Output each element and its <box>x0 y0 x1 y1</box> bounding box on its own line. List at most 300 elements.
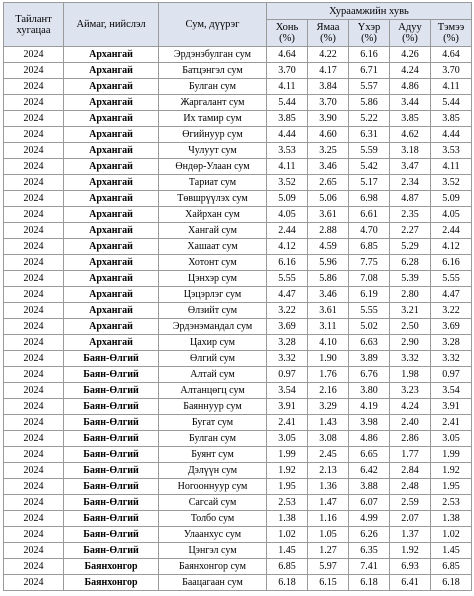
cell-cattle: 5.57 <box>349 79 390 95</box>
cell-horse: 1.98 <box>390 367 431 383</box>
cell-district: Алтанцөгц сум <box>159 383 267 399</box>
cell-horse: 6.93 <box>390 559 431 575</box>
cell-sheep: 4.47 <box>267 287 308 303</box>
cell-goat: 1.47 <box>308 495 349 511</box>
cell-cattle: 6.16 <box>349 47 390 63</box>
header-year: Тайлант хугацаа <box>4 3 64 47</box>
cell-cattle: 6.71 <box>349 63 390 79</box>
cell-province: Баян-Өлгий <box>64 511 159 527</box>
cell-camel: 3.91 <box>431 399 472 415</box>
cell-province: Архангай <box>64 175 159 191</box>
cell-camel: 4.44 <box>431 127 472 143</box>
cell-province: Баянхонгор <box>64 575 159 591</box>
cell-camel: 0.97 <box>431 367 472 383</box>
cell-district: Буянт сум <box>159 447 267 463</box>
cell-district: Цахир сум <box>159 335 267 351</box>
cell-province: Архангай <box>64 127 159 143</box>
cell-sheep: 3.32 <box>267 351 308 367</box>
cell-camel: 3.54 <box>431 383 472 399</box>
cell-year: 2024 <box>4 159 64 175</box>
cell-camel: 3.69 <box>431 319 472 335</box>
cell-year: 2024 <box>4 367 64 383</box>
cell-camel: 1.99 <box>431 447 472 463</box>
cell-cattle: 6.61 <box>349 207 390 223</box>
header-horse: Адуу (%) <box>390 20 431 47</box>
cell-horse: 1.37 <box>390 527 431 543</box>
cell-cattle: 4.70 <box>349 223 390 239</box>
cell-goat: 3.46 <box>308 159 349 175</box>
cell-horse: 2.27 <box>390 223 431 239</box>
cell-horse: 3.23 <box>390 383 431 399</box>
cell-year: 2024 <box>4 239 64 255</box>
cell-cattle: 5.17 <box>349 175 390 191</box>
cell-cattle: 4.86 <box>349 431 390 447</box>
cell-year: 2024 <box>4 399 64 415</box>
cell-horse: 4.24 <box>390 399 431 415</box>
cell-province: Архангай <box>64 191 159 207</box>
cell-year: 2024 <box>4 527 64 543</box>
table-row <box>4 511 472 527</box>
cell-sheep: 3.28 <box>267 335 308 351</box>
cell-district: Ногооннуур сум <box>159 479 267 495</box>
cell-goat: 4.60 <box>308 127 349 143</box>
cell-province: Архангай <box>64 287 159 303</box>
cell-sheep: 3.54 <box>267 383 308 399</box>
cell-province: Архангай <box>64 95 159 111</box>
cell-district: Хангай сум <box>159 223 267 239</box>
cell-district: Цэцэрлэг сум <box>159 287 267 303</box>
cell-goat: 1.90 <box>308 351 349 367</box>
table-row <box>4 271 472 287</box>
cell-horse: 4.87 <box>390 191 431 207</box>
cell-year: 2024 <box>4 127 64 143</box>
table-row <box>4 383 472 399</box>
cell-cattle: 5.55 <box>349 303 390 319</box>
cell-camel: 5.55 <box>431 271 472 287</box>
cell-year: 2024 <box>4 575 64 591</box>
cell-cattle: 6.98 <box>349 191 390 207</box>
cell-year: 2024 <box>4 415 64 431</box>
cell-camel: 5.09 <box>431 191 472 207</box>
cell-sheep: 1.45 <box>267 543 308 559</box>
cell-district: Баяннуур сум <box>159 399 267 415</box>
cell-goat: 2.65 <box>308 175 349 191</box>
cell-camel: 1.95 <box>431 479 472 495</box>
cell-year: 2024 <box>4 79 64 95</box>
table-body <box>4 47 472 591</box>
header-fee-group: Хураамжийн хувь <box>267 3 472 20</box>
table-row <box>4 527 472 543</box>
cell-camel: 3.52 <box>431 175 472 191</box>
cell-year: 2024 <box>4 463 64 479</box>
cell-horse: 3.44 <box>390 95 431 111</box>
cell-district: Толбо сум <box>159 511 267 527</box>
cell-sheep: 1.95 <box>267 479 308 495</box>
cell-horse: 2.90 <box>390 335 431 351</box>
table-row <box>4 63 472 79</box>
cell-province: Архангай <box>64 271 159 287</box>
cell-horse: 4.24 <box>390 63 431 79</box>
cell-sheep: 4.44 <box>267 127 308 143</box>
cell-camel: 1.38 <box>431 511 472 527</box>
table-header <box>4 3 472 47</box>
cell-province: Архангай <box>64 63 159 79</box>
cell-year: 2024 <box>4 335 64 351</box>
cell-sheep: 2.44 <box>267 223 308 239</box>
cell-cattle: 5.02 <box>349 319 390 335</box>
cell-camel: 1.92 <box>431 463 472 479</box>
cell-goat: 3.61 <box>308 303 349 319</box>
cell-district: Батцэнгэл сум <box>159 63 267 79</box>
table-row <box>4 207 472 223</box>
cell-horse: 4.26 <box>390 47 431 63</box>
cell-goat: 4.10 <box>308 335 349 351</box>
cell-year: 2024 <box>4 47 64 63</box>
cell-district: Их тамир сум <box>159 111 267 127</box>
cell-horse: 2.86 <box>390 431 431 447</box>
table-row <box>4 319 472 335</box>
table-row <box>4 159 472 175</box>
cell-province: Баян-Өлгий <box>64 463 159 479</box>
cell-goat: 1.36 <box>308 479 349 495</box>
cell-camel: 3.70 <box>431 63 472 79</box>
cell-district: Эрдэнэмандал сум <box>159 319 267 335</box>
cell-horse: 5.39 <box>390 271 431 287</box>
table-row <box>4 447 472 463</box>
cell-horse: 3.21 <box>390 303 431 319</box>
cell-province: Архангай <box>64 335 159 351</box>
cell-goat: 3.70 <box>308 95 349 111</box>
cell-province: Архангай <box>64 111 159 127</box>
cell-year: 2024 <box>4 447 64 463</box>
table-row <box>4 223 472 239</box>
cell-horse: 6.41 <box>390 575 431 591</box>
cell-cattle: 6.26 <box>349 527 390 543</box>
cell-cattle: 6.31 <box>349 127 390 143</box>
header-goat: Ямаа (%) <box>308 20 349 47</box>
cell-province: Баянхонгор <box>64 559 159 575</box>
cell-goat: 1.76 <box>308 367 349 383</box>
cell-district: Дэлүүн сум <box>159 463 267 479</box>
cell-goat: 1.16 <box>308 511 349 527</box>
cell-district: Чулуут сум <box>159 143 267 159</box>
cell-goat: 2.88 <box>308 223 349 239</box>
cell-year: 2024 <box>4 223 64 239</box>
cell-district: Эрдэнэбулган сум <box>159 47 267 63</box>
cell-province: Баян-Өлгий <box>64 431 159 447</box>
cell-goat: 5.06 <box>308 191 349 207</box>
cell-sheep: 3.69 <box>267 319 308 335</box>
cell-year: 2024 <box>4 511 64 527</box>
table-row <box>4 175 472 191</box>
cell-goat: 1.43 <box>308 415 349 431</box>
cell-camel: 4.12 <box>431 239 472 255</box>
cell-year: 2024 <box>4 95 64 111</box>
cell-district: Баянхонгор сум <box>159 559 267 575</box>
cell-goat: 3.11 <box>308 319 349 335</box>
cell-camel: 4.11 <box>431 79 472 95</box>
cell-cattle: 6.85 <box>349 239 390 255</box>
cell-cattle: 7.08 <box>349 271 390 287</box>
cell-province: Архангай <box>64 47 159 63</box>
cell-sheep: 4.05 <box>267 207 308 223</box>
table-row <box>4 415 472 431</box>
cell-sheep: 1.99 <box>267 447 308 463</box>
cell-district: Цэнгэл сум <box>159 543 267 559</box>
cell-camel: 2.41 <box>431 415 472 431</box>
cell-district: Сагсай сум <box>159 495 267 511</box>
cell-horse: 2.80 <box>390 287 431 303</box>
table-row <box>4 127 472 143</box>
table-row <box>4 303 472 319</box>
cell-district: Өлгий сум <box>159 351 267 367</box>
cell-sheep: 3.22 <box>267 303 308 319</box>
cell-camel: 3.05 <box>431 431 472 447</box>
cell-goat: 1.27 <box>308 543 349 559</box>
table-row <box>4 399 472 415</box>
cell-cattle: 4.99 <box>349 511 390 527</box>
cell-camel: 4.11 <box>431 159 472 175</box>
cell-province: Архангай <box>64 239 159 255</box>
table-row <box>4 143 472 159</box>
header-camel: Тэмээ (%) <box>431 20 472 47</box>
cell-camel: 1.45 <box>431 543 472 559</box>
cell-horse: 1.92 <box>390 543 431 559</box>
cell-sheep: 6.85 <box>267 559 308 575</box>
cell-horse: 2.07 <box>390 511 431 527</box>
cell-camel: 6.18 <box>431 575 472 591</box>
cell-year: 2024 <box>4 479 64 495</box>
cell-horse: 4.62 <box>390 127 431 143</box>
cell-horse: 5.29 <box>390 239 431 255</box>
cell-year: 2024 <box>4 191 64 207</box>
table-row <box>4 47 472 63</box>
cell-cattle: 3.98 <box>349 415 390 431</box>
cell-year: 2024 <box>4 271 64 287</box>
cell-camel: 5.44 <box>431 95 472 111</box>
cell-horse: 2.35 <box>390 207 431 223</box>
cell-district: Хайрхан сум <box>159 207 267 223</box>
cell-goat: 4.59 <box>308 239 349 255</box>
cell-cattle: 3.89 <box>349 351 390 367</box>
cell-province: Архангай <box>64 255 159 271</box>
cell-horse: 3.85 <box>390 111 431 127</box>
cell-goat: 2.45 <box>308 447 349 463</box>
cell-camel: 4.64 <box>431 47 472 63</box>
cell-horse: 4.86 <box>390 79 431 95</box>
cell-horse: 2.59 <box>390 495 431 511</box>
table-row <box>4 287 472 303</box>
table-row <box>4 335 472 351</box>
cell-district: Өлзийт сум <box>159 303 267 319</box>
table-row <box>4 463 472 479</box>
cell-province: Баян-Өлгий <box>64 447 159 463</box>
cell-cattle: 6.65 <box>349 447 390 463</box>
cell-goat: 3.61 <box>308 207 349 223</box>
cell-year: 2024 <box>4 255 64 271</box>
cell-district: Алтай сум <box>159 367 267 383</box>
table-row <box>4 559 472 575</box>
table-row <box>4 479 472 495</box>
cell-sheep: 5.55 <box>267 271 308 287</box>
cell-province: Баян-Өлгий <box>64 527 159 543</box>
cell-district: Өндөр-Улаан сум <box>159 159 267 175</box>
cell-cattle: 6.42 <box>349 463 390 479</box>
cell-sheep: 6.16 <box>267 255 308 271</box>
cell-sheep: 2.53 <box>267 495 308 511</box>
cell-year: 2024 <box>4 319 64 335</box>
cell-sheep: 4.11 <box>267 159 308 175</box>
cell-sheep: 3.85 <box>267 111 308 127</box>
cell-camel: 3.53 <box>431 143 472 159</box>
cell-horse: 3.47 <box>390 159 431 175</box>
cell-goat: 1.05 <box>308 527 349 543</box>
cell-province: Баян-Өлгий <box>64 367 159 383</box>
cell-horse: 3.18 <box>390 143 431 159</box>
table-row <box>4 111 472 127</box>
header-cattle: Үхэр (%) <box>349 20 390 47</box>
cell-goat: 3.46 <box>308 287 349 303</box>
cell-goat: 3.29 <box>308 399 349 415</box>
cell-goat: 5.96 <box>308 255 349 271</box>
cell-cattle: 4.19 <box>349 399 390 415</box>
cell-horse: 2.34 <box>390 175 431 191</box>
cell-sheep: 2.41 <box>267 415 308 431</box>
cell-district: Бугат сум <box>159 415 267 431</box>
cell-horse: 2.40 <box>390 415 431 431</box>
table-row <box>4 239 472 255</box>
cell-sheep: 1.38 <box>267 511 308 527</box>
cell-province: Баян-Өлгий <box>64 383 159 399</box>
cell-camel: 1.02 <box>431 527 472 543</box>
cell-horse: 3.32 <box>390 351 431 367</box>
cell-horse: 2.48 <box>390 479 431 495</box>
cell-province: Архангай <box>64 319 159 335</box>
cell-sheep: 4.64 <box>267 47 308 63</box>
cell-province: Баян-Өлгий <box>64 495 159 511</box>
cell-district: Булган сум <box>159 79 267 95</box>
cell-camel: 2.53 <box>431 495 472 511</box>
header-province: Аймаг, нийслэл <box>64 3 159 47</box>
cell-camel: 3.22 <box>431 303 472 319</box>
cell-province: Баян-Өлгий <box>64 399 159 415</box>
cell-year: 2024 <box>4 383 64 399</box>
cell-camel: 3.32 <box>431 351 472 367</box>
cell-goat: 2.16 <box>308 383 349 399</box>
cell-province: Архангай <box>64 303 159 319</box>
cell-district: Булган сум <box>159 431 267 447</box>
cell-horse: 2.84 <box>390 463 431 479</box>
cell-year: 2024 <box>4 175 64 191</box>
cell-province: Баян-Өлгий <box>64 415 159 431</box>
cell-camel: 6.85 <box>431 559 472 575</box>
cell-district: Тариат сум <box>159 175 267 191</box>
cell-goat: 5.97 <box>308 559 349 575</box>
cell-camel: 3.28 <box>431 335 472 351</box>
cell-district: Хотонт сум <box>159 255 267 271</box>
table-row <box>4 255 472 271</box>
cell-cattle: 6.76 <box>349 367 390 383</box>
cell-cattle: 6.07 <box>349 495 390 511</box>
cell-goat: 3.90 <box>308 111 349 127</box>
cell-horse: 6.28 <box>390 255 431 271</box>
cell-year: 2024 <box>4 495 64 511</box>
cell-year: 2024 <box>4 543 64 559</box>
cell-district: Өгийнуур сум <box>159 127 267 143</box>
cell-province: Архангай <box>64 143 159 159</box>
cell-sheep: 0.97 <box>267 367 308 383</box>
cell-horse: 2.50 <box>390 319 431 335</box>
cell-district: Баацагаан сум <box>159 575 267 591</box>
cell-sheep: 1.92 <box>267 463 308 479</box>
cell-goat: 6.15 <box>308 575 349 591</box>
cell-province: Архангай <box>64 159 159 175</box>
cell-sheep: 3.52 <box>267 175 308 191</box>
table-row <box>4 191 472 207</box>
cell-province: Архангай <box>64 223 159 239</box>
table-row <box>4 495 472 511</box>
cell-camel: 6.16 <box>431 255 472 271</box>
cell-cattle: 7.75 <box>349 255 390 271</box>
cell-sheep: 1.02 <box>267 527 308 543</box>
cell-province: Архангай <box>64 207 159 223</box>
cell-year: 2024 <box>4 287 64 303</box>
cell-district: Цэнхэр сум <box>159 271 267 287</box>
cell-province: Баян-Өлгий <box>64 351 159 367</box>
cell-goat: 2.13 <box>308 463 349 479</box>
cell-year: 2024 <box>4 63 64 79</box>
cell-sheep: 3.53 <box>267 143 308 159</box>
cell-year: 2024 <box>4 303 64 319</box>
cell-cattle: 6.18 <box>349 575 390 591</box>
cell-camel: 2.44 <box>431 223 472 239</box>
cell-district: Улаанхус сум <box>159 527 267 543</box>
cell-district: Хашаат сум <box>159 239 267 255</box>
cell-goat: 3.08 <box>308 431 349 447</box>
cell-year: 2024 <box>4 143 64 159</box>
cell-cattle: 3.80 <box>349 383 390 399</box>
cell-year: 2024 <box>4 559 64 575</box>
cell-province: Баян-Өлгий <box>64 543 159 559</box>
cell-sheep: 4.12 <box>267 239 308 255</box>
cell-goat: 4.22 <box>308 47 349 63</box>
table-row <box>4 367 472 383</box>
cell-cattle: 5.59 <box>349 143 390 159</box>
cell-province: Баян-Өлгий <box>64 479 159 495</box>
cell-cattle: 5.42 <box>349 159 390 175</box>
cell-horse: 1.77 <box>390 447 431 463</box>
cell-province: Архангай <box>64 79 159 95</box>
cell-district: Жаргалант сум <box>159 95 267 111</box>
cell-sheep: 4.11 <box>267 79 308 95</box>
cell-year: 2024 <box>4 207 64 223</box>
cell-goat: 5.86 <box>308 271 349 287</box>
cell-camel: 4.05 <box>431 207 472 223</box>
cell-goat: 3.25 <box>308 143 349 159</box>
insurance-fee-table <box>3 2 472 591</box>
cell-sheep: 3.70 <box>267 63 308 79</box>
cell-cattle: 3.88 <box>349 479 390 495</box>
table-row <box>4 351 472 367</box>
cell-year: 2024 <box>4 431 64 447</box>
cell-camel: 4.47 <box>431 287 472 303</box>
cell-cattle: 7.41 <box>349 559 390 575</box>
cell-sheep: 3.05 <box>267 431 308 447</box>
cell-cattle: 6.35 <box>349 543 390 559</box>
cell-goat: 4.17 <box>308 63 349 79</box>
cell-sheep: 3.91 <box>267 399 308 415</box>
cell-goat: 3.84 <box>308 79 349 95</box>
